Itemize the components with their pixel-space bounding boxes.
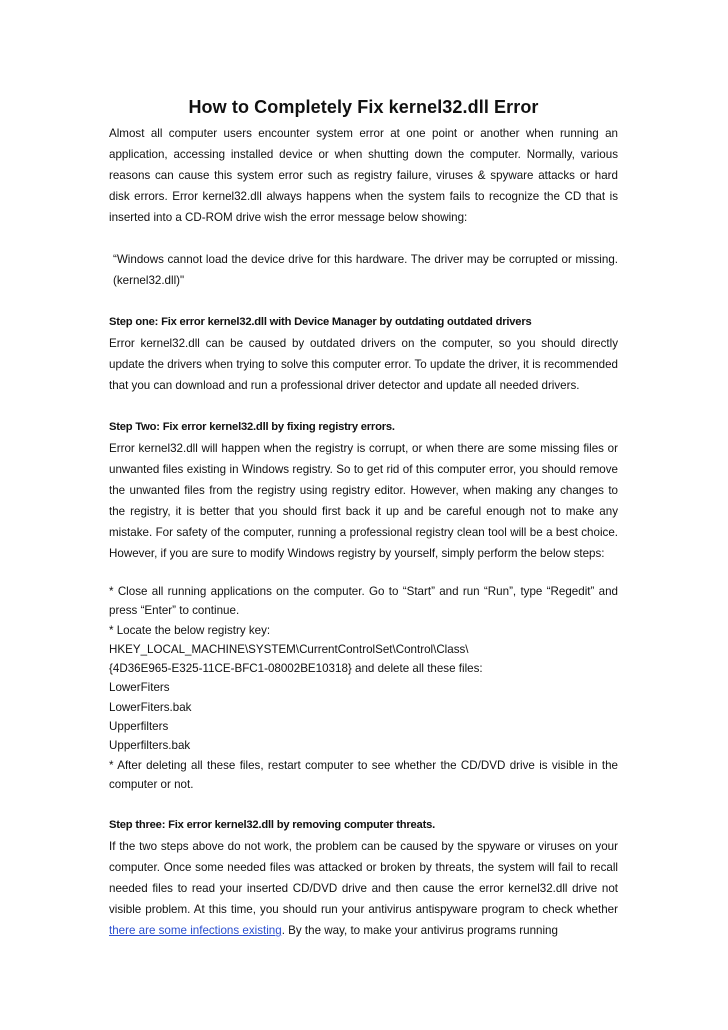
intro-paragraph: Almost all computer users encounter system error at one point or another when running an application, accessing installed device or when shutting down the computer. Normally, various reasons can cause this system error such as registry failure, viruses & spyware attacks or hard disk errors. Error kernel32.dll always happens when the system fails to recognize the CD that is inserted into a CD-ROM drive wish the error message below showing: xyxy=(109,127,618,224)
step-two-bullet-locate-key: * Locate the below registry key: xyxy=(109,623,271,637)
registry-key-guid: {4D36E965-E325-11CE-BFC1-08002BE10318} and delete all these files: xyxy=(109,662,483,676)
step-two-body: Error kernel32.dll will happen when the registry is corrupt, or when there are some missing files or unwanted files existing in Windows registry. So to get rid of this computer error, you should remove the unwanted files from the registry using registry editor. However, when making any changes to the registry, it is better that you should first back it up and be careful enough not to make any mistake. For safety of the computer, running a professional registry clean tool will be a best choice. However, if you are sure to modify Windows registry by yourself, simply perform the below steps: xyxy=(109,442,618,560)
spacer xyxy=(109,396,618,417)
step-two-bullet-restart: * After deleting all these files, restart computer to see whether the CD/DVD drive is visible in the computer or not. xyxy=(109,758,618,791)
spacer xyxy=(109,564,618,582)
spacer xyxy=(109,291,618,312)
document-page xyxy=(109,93,618,941)
step-three-text-end: . By the way, to make your antivirus programs running xyxy=(281,924,558,938)
registry-file-item: Upperfilters.bak xyxy=(109,739,191,753)
infections-link[interactable]: there are some infections existing xyxy=(109,924,282,938)
step-one-body: Error kernel32.dll can be caused by outdated drivers on the computer, so you should directly update the drivers when trying to solve this computer error. To update the driver, it is recommended that you can download and run a professional driver detector and update all needed drivers. xyxy=(109,337,618,392)
document-title: How to Completely Fix kernel32.dll Error xyxy=(188,97,539,117)
spacer xyxy=(109,228,618,249)
step-three-body xyxy=(109,836,618,941)
step-two-bullet-close-apps: * Close all running applications on the computer. Go to “Start” and run “Run”, type “Regedit” and press “Enter” to continue. xyxy=(109,585,618,618)
error-quote: “Windows cannot load the device drive for this hardware. The driver may be corrupted or missing. (kernel32.dll)" xyxy=(113,253,618,287)
spacer xyxy=(109,794,618,815)
step-three-text-start: If the two steps above do not work, the problem can be caused by the spyware or viruses on your computer. Once some needed files was attacked or broken by threats, the system will fail to recall needed files to read your inserted CD/DVD drive and then cause the error kernel32.dll drive not visible problem. At this time, you should run your antivirus antispyware program to check whether xyxy=(109,840,618,917)
registry-file-item: LowerFiters xyxy=(109,681,170,695)
registry-key-path: HKEY_LOCAL_MACHINE\SYSTEM\CurrentControlSet\Control\Class\ xyxy=(109,642,469,656)
step-one-heading: Step one: Fix error kernel32.dll with Device Manager by outdating outdated drivers xyxy=(109,316,532,328)
registry-file-item: LowerFiters.bak xyxy=(109,700,192,714)
step-two-heading: Step Two: Fix error kernel32.dll by fixing registry errors. xyxy=(109,421,395,433)
step-three-heading: Step three: Fix error kernel32.dll by removing computer threats. xyxy=(109,819,436,832)
registry-file-item: Upperfilters xyxy=(109,720,169,734)
